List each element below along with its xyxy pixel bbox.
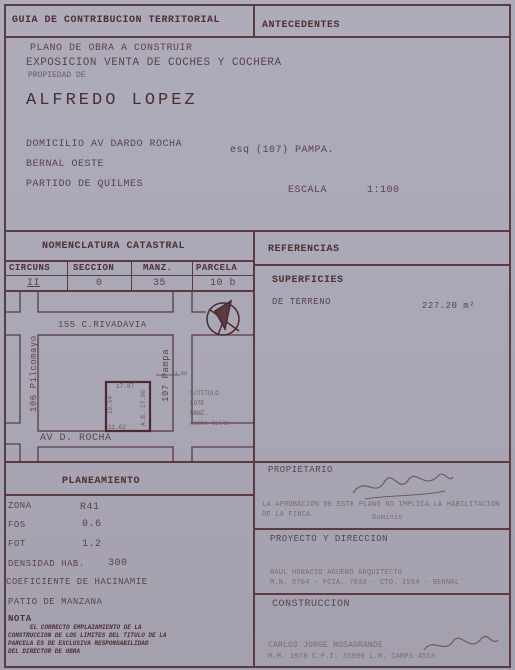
cadastral-value-manz: 35	[153, 278, 167, 289]
owner-stamp-2: Dominio	[372, 514, 403, 522]
scale-label: ESCALA	[288, 185, 328, 196]
planning-value-densidad: 300	[108, 558, 128, 569]
planning-label-densidad: DENSIDAD HAB.	[8, 559, 85, 569]
planning-value-fos: 0.6	[82, 519, 102, 530]
terreno-label: DE TERRENO	[272, 297, 332, 307]
cadastral-col-rule-3	[192, 260, 193, 291]
center-divider	[253, 230, 255, 666]
cadastral-head-circuns: CIRCUNS	[9, 263, 51, 273]
references-title-rule	[253, 264, 509, 266]
block-bottom-center	[38, 447, 173, 461]
border-top	[4, 4, 511, 6]
cadastral-value-circuns: II	[27, 278, 41, 289]
references-title: REFERENCIAS	[268, 244, 340, 255]
block-top-left	[6, 291, 20, 312]
construction-stamp-1: M.M. 1978 C.P.I. 35990 L.M. CAMPS 4513	[268, 653, 436, 661]
block-left	[6, 335, 20, 423]
block-top-right	[192, 291, 206, 312]
planning-title-rule	[6, 494, 253, 496]
title-line-1: PLANO DE OBRA A CONSTRUIR	[30, 43, 193, 54]
note-title: NOTA	[8, 614, 32, 624]
dim-bottom: 11.62	[108, 424, 127, 431]
cadastral-head-seccion: SECCION	[73, 263, 115, 273]
address-corner: esq (107) PAMPA.	[230, 145, 335, 156]
map-note-0: S/TITULO	[190, 390, 219, 397]
side-note: 11.00	[172, 371, 188, 377]
header-divider	[253, 6, 255, 37]
cadastral-value-parcela: 10 b	[210, 278, 237, 289]
title-block-rule	[6, 230, 509, 232]
planning-label-patio: PATIO DE MANZANA	[8, 597, 103, 607]
cadastral-head-manz: MANZ.	[143, 263, 173, 273]
planning-value-zona: R41	[80, 502, 100, 513]
planning-label-hacinamiento: COEFICIENTE DE HACINAMIE	[6, 577, 148, 587]
map-bottom-rule	[6, 461, 509, 463]
address-line: DOMICILIO AV DARDO ROCHA	[26, 139, 183, 150]
cadastral-col-rule-1	[67, 260, 68, 291]
owner-name: ALFREDO LOPEZ	[26, 91, 198, 110]
planning-title: PLANEAMIENTO	[62, 476, 141, 487]
district: PARTIDO DE QUILMES	[26, 179, 144, 190]
street-right: 107 Pampa	[161, 348, 171, 402]
project-block-rule	[253, 593, 509, 595]
block-top-center	[38, 291, 173, 312]
street-top: 155 C.RIVADAVIA	[58, 320, 147, 330]
scale-value: 1:100	[367, 185, 400, 196]
border-bottom	[4, 666, 511, 668]
planning-value-fot: 1.2	[82, 539, 102, 550]
cadastral-head-rule	[6, 275, 253, 276]
dim-right: A.B. 17.90	[140, 389, 147, 426]
note-line-2: PARCELA ES DE EXCLUSIVA RESPONSABILIDAD	[8, 640, 149, 647]
terreno-value: 227.20 m²	[422, 301, 476, 311]
construction-block-title: CONSTRUCCION	[272, 599, 351, 610]
dim-left: 19.54	[107, 395, 114, 414]
cadastral-col-rule-2	[131, 260, 132, 291]
planning-label-fot: FOT	[8, 539, 26, 549]
block-bottom-right	[192, 447, 253, 461]
planning-label-zona: ZONA	[8, 501, 32, 511]
border-right	[509, 4, 511, 668]
title-line-2: EXPOSICION VENTA DE COCHES Y COCHERA	[26, 57, 282, 69]
cadastral-value-seccion: 0	[96, 278, 103, 289]
map-note-2: MANZ.	[190, 410, 209, 417]
owner-block-title: PROPIETARIO	[268, 465, 333, 475]
project-block-title: PROYECTO Y DIRECCION	[270, 534, 389, 544]
title-line-3: PROPIEDAD DE	[28, 71, 86, 80]
block-bottom-left	[6, 444, 20, 461]
locality: BERNAL OESTE	[26, 159, 105, 170]
owner-stamp-0: LA APROBACION DE ESTE PLANO NO IMPLICA LA HABILITACION	[262, 501, 500, 509]
header-left-title: GUIA DE CONTRIBUCION TERRITORIAL	[12, 15, 221, 26]
north-arrow-icon	[207, 301, 239, 335]
cadastral-head-parcela: PARCELA	[196, 263, 238, 273]
superficies-label: SUPERFICIES	[272, 275, 344, 286]
construction-signature	[420, 630, 500, 660]
street-left: 106 Pilcomayo	[29, 335, 39, 412]
street-bottom: AV D. ROCHA	[40, 433, 112, 444]
cadastral-title: NOMENCLATURA CATASTRAL	[42, 241, 186, 252]
construction-stamp-0: CARLOS JORGE ROSAGRANDE	[268, 641, 384, 650]
header-right-title: ANTECEDENTES	[262, 20, 341, 31]
map-note-1: LOTE	[190, 400, 205, 407]
dim-top: 17.87	[116, 383, 135, 390]
note-line-1: CONSTRUCCION DE LOS LIMITES DEL TITULO DE LA	[8, 632, 167, 639]
project-stamp-0: RAUL HORACIO AGUERO ARQUITECTO	[270, 569, 403, 577]
owner-signature	[345, 465, 455, 505]
owner-stamp-1: DE LA FINCA	[262, 511, 311, 519]
owner-block-rule	[253, 528, 509, 530]
header-rule	[6, 36, 509, 38]
note-line-0: EL CORRECTO EMPLAZAMIENTO DE LA	[30, 624, 142, 631]
planning-label-fos: FOS	[8, 520, 26, 530]
project-stamp-1: M.N. 5764 - PCIA. 7033 - CTO. 1554 - BERNAL	[270, 579, 460, 587]
note-line-3: DEL DIRECTOR DE OBRA	[8, 648, 81, 655]
cadastral-title-rule	[6, 260, 253, 262]
map-note-3: Ancho Calle	[190, 420, 230, 427]
